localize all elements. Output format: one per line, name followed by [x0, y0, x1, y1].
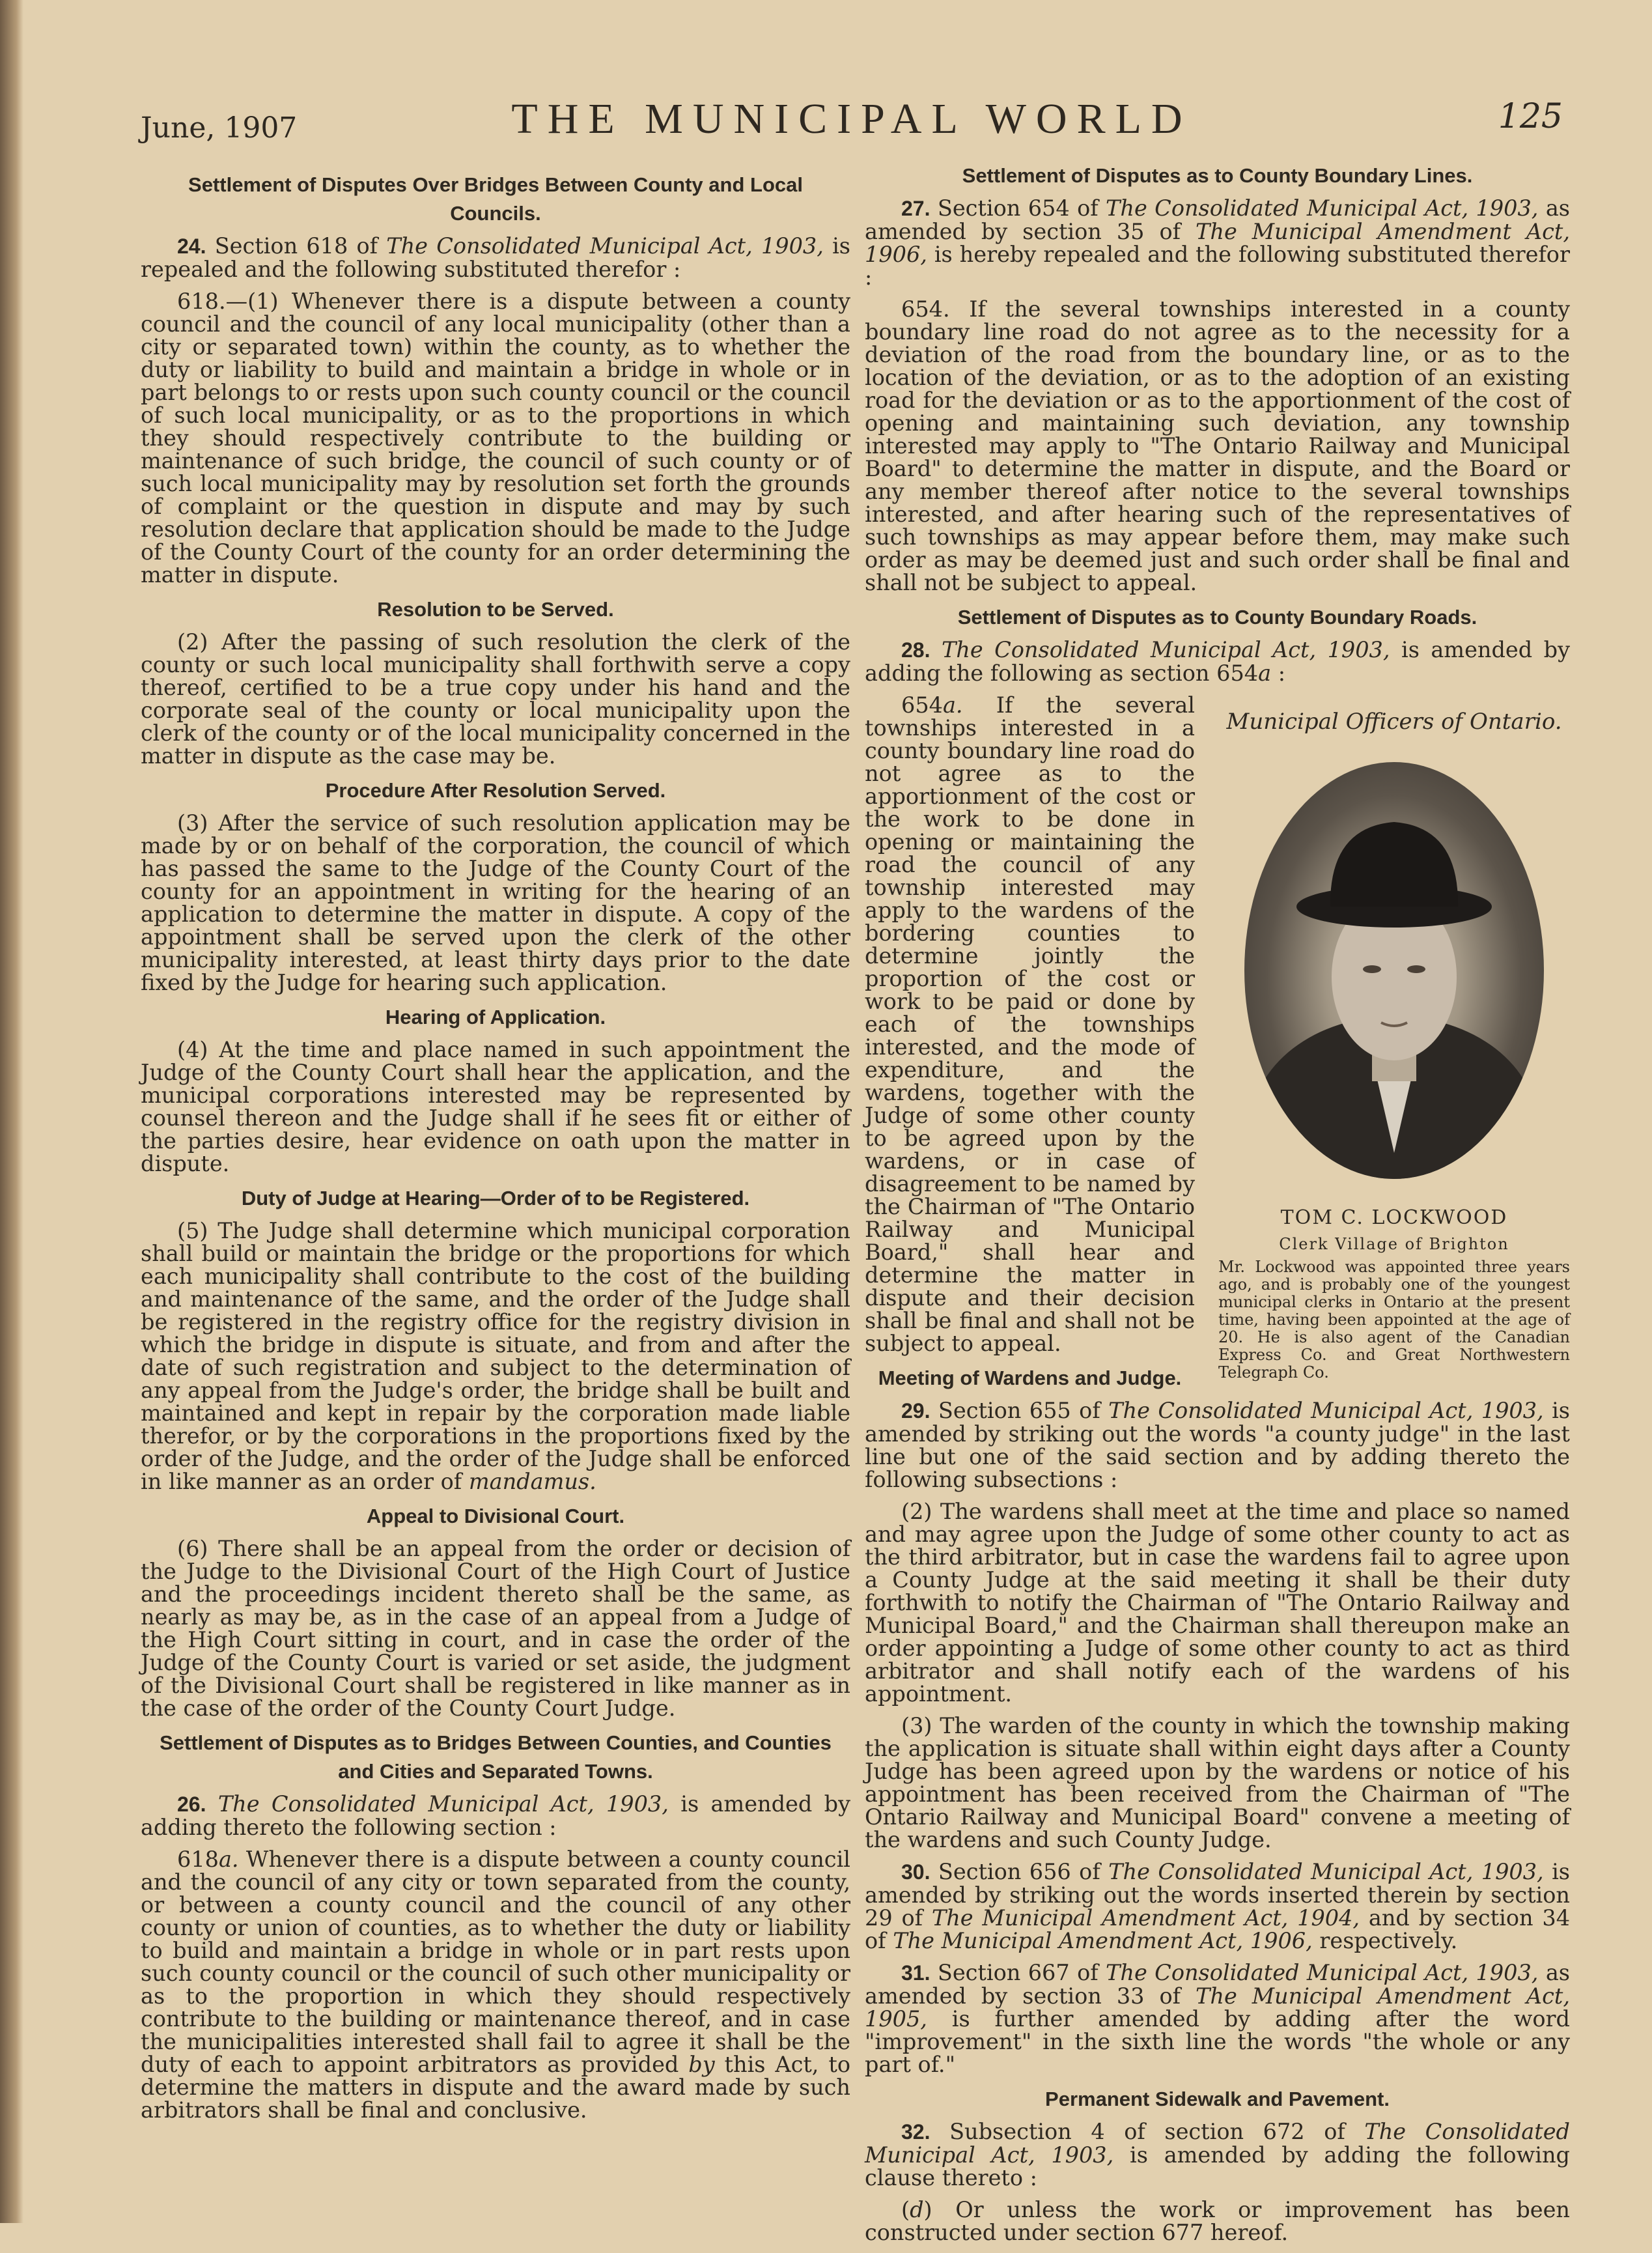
section-number: 24.	[177, 234, 206, 258]
text: is amended by striking out the words inserted therein by section 29 of	[865, 1859, 1571, 1931]
act-title: The Consolidated Municipal Act, 1903,	[1106, 195, 1539, 221]
act-title: The Municipal Amendment Act, 1906,	[865, 219, 1570, 267]
subsection-29-3: (3) The warden of the county in which the township making the application is situate shall within eight days after a County Judge has been agreed upon by the wardens or notice of his appointment has been received from the Chairman of "The Ontario Railway and Municipal Board" convene a meeting of the wardens and such County Judge.	[865, 1713, 1570, 1852]
text: Subsection 4 of section 672 of	[949, 2119, 1365, 2144]
text: (5) The Judge shall determine which municipal corporation shall build or maintain the bridge or the proportions for which each municipality shall contribute to the cost of the building and maintenance of the same, and the order of the Judge shall be registered in the registry office for the registry division in which the bridge in dispute is situate, and from and after the date of such registration and subject to the determination of any appeal from the Judge's order, the bridge shall be built and maintained and kept in repair by the corporation made liable therefor, or by the corporations in the proportions fixed by the order of the Judge, and the order of the Judge shall be enforced in like manner as an order of	[141, 1218, 850, 1494]
text: If the several townships interested in a county boundary line road do not agree as to the apportionment of the cost or the work to be done in opening or maintaining the road the council of any township interested may apply to the wardens of the bordering counties to determine jointly the proportion of the cost or work to be paid or done by each of the townships interested, and the mode of expenditure, and the wardens, together with the Judge of some other county to be agreed upon by the wardens, or in case of disagreement to be named by the Chairman of "The Ontario Railway and Municipal Board," shall hear and determine the matter in dispute and their decision shall be final and shall not be subject to appeal.	[865, 692, 1195, 1356]
subsection-29-2: (2) The wardens shall meet at the time and place so named and may agree upon the Judge of some other county to act as the third arbitrator, but in case the wardens fail to agree upon a County Judge at the said meeting it shall be their duty forthwith to notify the Chairman of "The Ontario Railway and Municipal Board," and the Chairman shall thereupon make an order appointing a Judge of some other county to act as third arbitrator and shall notify each of the wardens of his appointment.	[865, 1499, 1570, 1707]
text: this Act, to determine the matters in dispute and the award made by such arbitrators shall be final and conclusive.	[141, 2052, 850, 2123]
text: d	[910, 2197, 924, 2222]
heading-bridges-counties-cities: Settlement of Disputes as to Bridges Between Counties, and Counties and Cities and Separated Towns.	[160, 1731, 832, 1783]
section-number: 31.	[901, 1961, 931, 1985]
portrait-feature-title: Municipal Officers of Ontario.	[1226, 709, 1562, 735]
section-654: 654. If the several townships interested in a county boundary line road do not agree as to the necessity for a deviation of the road from the boundary line, or as to the location of the deviation, or as to the adoption of an existing road for the deviation or as to the apportionment of the cost of opening and maintaining such deviation, any township interested may apply to "The Ontario Railway and Municipal Board" to determine the matter in dispute, and the Board or any member thereof after notice to the several townships interested, and after hearing such of the representatives of such townships as may appear before them, may make such order as may be deemed just and such order shall be final and shall not be subject to appeal.	[865, 296, 1570, 595]
section-29	[865, 1399, 1570, 1491]
act-title: The Consolidated Municipal Act, 1903,	[217, 1791, 669, 1817]
section-30	[865, 1860, 1570, 1952]
act-title: The Consolidated Municipal Act, 1903,	[941, 637, 1390, 662]
eye-left	[1363, 965, 1381, 973]
text: as amended by section 33 of	[865, 1960, 1570, 2009]
publication-title: THE MUNICIPAL WORLD	[511, 95, 1192, 143]
right-column	[865, 162, 1570, 2253]
text: as amended by section 35 of	[865, 195, 1570, 244]
heading-appeal: Appeal to Divisional Court.	[366, 1505, 625, 1527]
portrait-feature	[1218, 694, 1570, 1382]
text: is amended by adding thereto the following section :	[141, 1791, 850, 1840]
text: Section 618 of	[214, 233, 387, 259]
section-number: 29.	[901, 1399, 931, 1423]
text: 618	[177, 1847, 219, 1872]
section-number: 30.	[901, 1860, 931, 1884]
heading-procedure: Procedure After Resolution Served.	[325, 779, 666, 802]
subsection-5	[141, 1219, 850, 1493]
text: Section 655 of	[938, 1398, 1109, 1423]
eye-right	[1407, 965, 1425, 973]
act-title: The Consolidated Municipal Act, 1903,	[1108, 1859, 1544, 1884]
section-26	[141, 1792, 850, 1839]
text: by	[688, 2052, 715, 2077]
text: and by section 34 of	[865, 1905, 1571, 1953]
section-number: 27.	[901, 197, 931, 220]
text: is amended by adding the following as section 654	[865, 637, 1570, 686]
section-number: 26.	[177, 1792, 206, 1816]
heading-bridges-county-local: Settlement of Disputes Over Bridges Between County and Local Councils.	[188, 173, 803, 225]
subsection-4: (4) At the time and place named in such appointment the Judge of the County Court shall hear the application, and the municipal corporations interested may be represented by counsel thereon and the Judge shall if he sees fit or either of the parties desire, hear evidence on oath upon the matter in dispute.	[141, 1037, 850, 1176]
text: ) Or unless the work or improvement has been constructed under section 677 hereof.	[865, 2197, 1570, 2245]
clause-d	[865, 2198, 1570, 2244]
text: is repealed and the following substituted therefor :	[141, 233, 850, 282]
text: is amended by striking out the words "a county judge" in the last line but one of the said section and by adding thereto the following subsections :	[865, 1398, 1571, 1492]
text: mandamus.	[468, 1469, 596, 1494]
act-title: The Municipal Amendment Act, 1905,	[865, 1983, 1570, 2032]
portrait-illustration	[1244, 762, 1544, 1179]
act-title: The Municipal Amendment Act, 1906,	[893, 1928, 1313, 1953]
text: Section 654 of	[937, 195, 1106, 221]
page-binding-edge	[0, 0, 23, 2223]
portrait-role: Clerk Village of Brighton	[1279, 1235, 1509, 1253]
text: Section 667 of	[937, 1960, 1106, 1985]
left-column	[141, 171, 850, 2131]
subsection-6: (6) There shall be an appeal from the order or decision of the Judge to the Divisional Court of the High Court of Justice and the proceedings incident thereto shall be the same, as nearly as may be, as in the case of an appeal from a Judge of the High Court sitting in court, and in case the order of the Judge of the County Court is varied or set aside, the judgment of the Divisional Court shall be registered in like manner as in the case of the order of the County Court Judge.	[141, 1536, 850, 1721]
section-27	[865, 197, 1570, 289]
portrait-caption: Mr. Lockwood was appointed three years ago, and is probably one of the youngest municipal clerks in Ontario at the present time, having been appointed at the age of 20. He is also agent of the Canadian Express Co. and Great Northwestern Telegraph Co.	[1218, 1258, 1570, 1382]
act-title: The Consolidated Municipal Act, 1903,	[1106, 1960, 1539, 1985]
act-title: The Consolidated Municipal Act, 1903,	[386, 233, 824, 259]
text: a.	[942, 692, 963, 718]
text: is hereby repealed and the following substituted therefor :	[865, 242, 1570, 290]
heading-boundary-lines: Settlement of Disputes as to County Boundary Lines.	[962, 164, 1473, 187]
heading-hearing: Hearing of Application.	[385, 1006, 606, 1028]
page-header	[141, 94, 1563, 153]
act-title: The Consolidated Municipal Act, 1903,	[1108, 1398, 1544, 1423]
heading-sidewalk: Permanent Sidewalk and Pavement.	[1045, 2088, 1390, 2110]
section-32	[865, 2120, 1570, 2189]
text: :	[1271, 660, 1286, 686]
act-title: The Municipal Amendment Act, 1904,	[931, 1905, 1360, 1931]
portrait-photo	[1244, 762, 1544, 1179]
subsection-3: (3) After the service of such resolution application may be made by or on behalf of the corporation, the council of which has passed the same to the Judge of the County Court of the county for an appointment in writing for the hearing of an application to determine the matter in dispute. A copy of the appointment shall be served upon the clerk of the other municipality interested, at least thirty days prior to the date fixed by the Judge for hearing such application.	[141, 810, 850, 995]
subsection-2: (2) After the passing of such resolution the clerk of the county or such local municipality shall forthwith serve a copy thereof, certified to be a true copy under his hand and the corporate seal of the county or local municipality upon the clerk of the county or of the local municipality concerned in the matter in dispute as the case may be.	[141, 629, 850, 769]
text: a	[1258, 660, 1272, 686]
section-618a	[141, 1848, 850, 2121]
section-24	[141, 234, 850, 281]
section-number: 32.	[901, 2120, 931, 2144]
text: (	[901, 2197, 910, 2222]
issue-date: June, 1907	[141, 111, 298, 145]
text: 654	[901, 692, 943, 718]
section-618: 618.—(1) Whenever there is a dispute between a county council and the council of any local municipality (other than a city or separated town) within the county, as to whether the duty or liability to build and maintain a bridge in whole or in part belongs to or rests upon such county council or the council of such local municipality, or as to the proportions in which they should respectively contribute to the building or maintenance of such bridge, the council of such county or of such local municipality may by resolution set forth the grounds of complaint or the question in dispute and may by such resolution declare that application should be made to the Judge of the County Court of the county for an order determining the matter in dispute.	[141, 289, 850, 588]
section-number: 28.	[901, 638, 931, 662]
bowler-hat	[1330, 822, 1458, 907]
text: a.	[218, 1847, 239, 1872]
text: is amended by adding the following clause thereto :	[865, 2142, 1570, 2190]
heading-resolution-served: Resolution to be Served.	[377, 598, 614, 621]
section-31	[865, 1961, 1570, 2076]
portrait-name: TOM C. LOCKWOOD	[1280, 1206, 1508, 1229]
act-title: The Consolidated Municipal Act, 1903,	[865, 2119, 1570, 2168]
section-28	[865, 638, 1570, 685]
text: Whenever there is a dispute between a county council and the council of any city or town separated from the county, or between a county council and the council of any other county or union of counties, as to whether the duty or liability to build and maintain a bridge in whole or in part rests upon such county council or the council of such other municipality or as to the proportion in which they should respectively contribute to the building or maintenance thereof, and in case the municipalities interested shall fail to agree it shall be the duty of each to appoint arbitrators as provided	[141, 1847, 850, 2077]
text: Section 656 of	[938, 1859, 1109, 1884]
text: is further amended by adding after the word "improvement" in the sixth line the words "the whole or any part of."	[865, 2006, 1570, 2077]
heading-boundary-roads: Settlement of Disputes as to County Boundary Roads.	[957, 606, 1477, 629]
heading-meeting-wardens: Meeting of Wardens and Judge.	[878, 1367, 1182, 1389]
page-number: 125	[1498, 97, 1563, 136]
text: respectively.	[1312, 1928, 1458, 1953]
heading-duty-of-judge: Duty of Judge at Hearing—Order of to be Registered.	[241, 1187, 750, 1210]
